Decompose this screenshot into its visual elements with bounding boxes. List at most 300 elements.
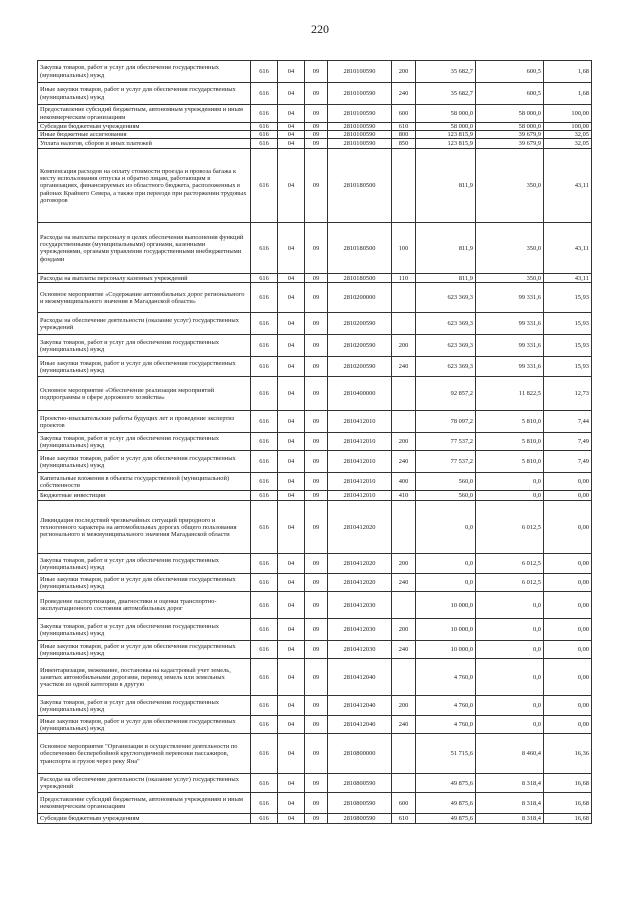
cell-csr: 2810100590 bbox=[328, 61, 392, 83]
cell-vr bbox=[392, 501, 416, 554]
cell-pr: 09 bbox=[305, 335, 328, 357]
cell-exec: 0,0 bbox=[476, 619, 544, 641]
table-row bbox=[38, 335, 592, 357]
cell-vr: 200 bbox=[392, 696, 416, 716]
cell-pr: 09 bbox=[305, 131, 328, 139]
budget-table bbox=[37, 60, 592, 824]
cell-name: Предоставление субсидий бюджетным, автономным учреждениям и иным некоммерческим организациям bbox=[38, 793, 251, 814]
cell-exec: 8 318,4 bbox=[476, 793, 544, 814]
cell-plan: 49 875,6 bbox=[416, 774, 476, 793]
cell-gr: 616 bbox=[251, 774, 278, 793]
cell-gr: 616 bbox=[251, 357, 278, 377]
cell-pct: 0,00 bbox=[544, 659, 592, 696]
cell-pr: 09 bbox=[305, 274, 328, 283]
cell-vr: 110 bbox=[392, 274, 416, 283]
cell-rz: 04 bbox=[278, 554, 305, 574]
cell-plan: 811,9 bbox=[416, 274, 476, 283]
cell-pr: 09 bbox=[305, 501, 328, 554]
cell-csr: 2810180500 bbox=[328, 149, 392, 223]
cell-plan: 92 857,2 bbox=[416, 377, 476, 411]
cell-name: Иные закупки товаров, работ и услуг для обеспечения государственных (муниципальных) нужд bbox=[38, 574, 251, 592]
cell-rz: 04 bbox=[278, 774, 305, 793]
table-row bbox=[38, 357, 592, 377]
table-row bbox=[38, 149, 592, 223]
cell-plan: 58 000,0 bbox=[416, 105, 476, 123]
cell-csr: 2810412020 bbox=[328, 501, 392, 554]
cell-pr: 09 bbox=[305, 619, 328, 641]
table-row bbox=[38, 283, 592, 313]
cell-csr: 2810200590 bbox=[328, 357, 392, 377]
cell-gr: 616 bbox=[251, 149, 278, 223]
cell-exec: 5 810,0 bbox=[476, 411, 544, 433]
cell-name: Иные закупки товаров, работ и услуг для обеспечения государственных (муниципальных) нужд bbox=[38, 83, 251, 105]
cell-name: Иные бюджетные ассигнования bbox=[38, 131, 251, 139]
cell-rz: 04 bbox=[278, 139, 305, 149]
cell-gr: 616 bbox=[251, 491, 278, 501]
cell-rz: 04 bbox=[278, 105, 305, 123]
cell-vr: 240 bbox=[392, 574, 416, 592]
table-row bbox=[38, 83, 592, 105]
cell-pct: 43,11 bbox=[544, 149, 592, 223]
cell-rz: 04 bbox=[278, 283, 305, 313]
cell-pr: 09 bbox=[305, 696, 328, 716]
cell-exec: 0,0 bbox=[476, 592, 544, 619]
page-number: 220 bbox=[311, 22, 329, 36]
cell-exec: 600,5 bbox=[476, 83, 544, 105]
cell-csr: 2810180500 bbox=[328, 274, 392, 283]
cell-gr: 616 bbox=[251, 61, 278, 83]
cell-name: Бюджетные инвестиции bbox=[38, 491, 251, 501]
cell-name: Закупка товаров, работ и услуг для обеспечения государственных (муниципальных) нужд bbox=[38, 61, 251, 83]
cell-exec: 0,0 bbox=[476, 473, 544, 491]
cell-gr: 616 bbox=[251, 501, 278, 554]
cell-rz: 04 bbox=[278, 451, 305, 473]
cell-plan: 560,0 bbox=[416, 491, 476, 501]
cell-name: Субсидии бюджетным учреждениям bbox=[38, 814, 251, 824]
cell-pr: 09 bbox=[305, 123, 328, 131]
table-row bbox=[38, 814, 592, 824]
cell-exec: 8 318,4 bbox=[476, 814, 544, 824]
cell-rz: 04 bbox=[278, 83, 305, 105]
table-row bbox=[38, 223, 592, 274]
cell-csr: 2810412040 bbox=[328, 696, 392, 716]
cell-plan: 623 369,3 bbox=[416, 313, 476, 335]
cell-exec: 5 810,0 bbox=[476, 451, 544, 473]
cell-name: Предоставление субсидий бюджетным, автономным учреждениям и иным некоммерческим организациям bbox=[38, 105, 251, 123]
cell-exec: 8 460,4 bbox=[476, 734, 544, 774]
cell-pr: 09 bbox=[305, 357, 328, 377]
cell-pr: 09 bbox=[305, 641, 328, 659]
cell-name: Иные закупки товаров, работ и услуг для обеспечения государственных (муниципальных) нужд bbox=[38, 716, 251, 734]
cell-vr bbox=[392, 411, 416, 433]
cell-pct: 1,68 bbox=[544, 61, 592, 83]
cell-pct: 0,00 bbox=[544, 473, 592, 491]
cell-csr: 2810100590 bbox=[328, 131, 392, 139]
cell-vr: 100 bbox=[392, 223, 416, 274]
cell-gr: 616 bbox=[251, 274, 278, 283]
cell-plan: 623 369,3 bbox=[416, 283, 476, 313]
cell-pct: 15,93 bbox=[544, 283, 592, 313]
cell-vr: 610 bbox=[392, 814, 416, 824]
cell-plan: 0,0 bbox=[416, 554, 476, 574]
cell-pct: 100,00 bbox=[544, 123, 592, 131]
cell-plan: 560,0 bbox=[416, 473, 476, 491]
table-row bbox=[38, 696, 592, 716]
cell-pr: 09 bbox=[305, 105, 328, 123]
cell-rz: 04 bbox=[278, 491, 305, 501]
cell-pr: 09 bbox=[305, 149, 328, 223]
cell-pct: 16,36 bbox=[544, 734, 592, 774]
cell-exec: 350,0 bbox=[476, 274, 544, 283]
cell-csr: 2810100590 bbox=[328, 105, 392, 123]
table-row bbox=[38, 131, 592, 139]
table-row bbox=[38, 451, 592, 473]
cell-pr: 09 bbox=[305, 574, 328, 592]
cell-exec: 600,5 bbox=[476, 61, 544, 83]
cell-pr: 09 bbox=[305, 793, 328, 814]
table-row bbox=[38, 411, 592, 433]
cell-rz: 04 bbox=[278, 814, 305, 824]
cell-exec: 39 679,9 bbox=[476, 131, 544, 139]
cell-name: Основное мероприятие «Обеспечение реализации мероприятий подпрограммы в сфере дорожного хозяйства» bbox=[38, 377, 251, 411]
cell-plan: 35 682,7 bbox=[416, 83, 476, 105]
cell-name: Иные закупки товаров, работ и услуг для обеспечения государственных (муниципальных) нужд bbox=[38, 451, 251, 473]
cell-exec: 58 000,0 bbox=[476, 105, 544, 123]
cell-pct: 43,11 bbox=[544, 274, 592, 283]
table-row bbox=[38, 554, 592, 574]
table-row bbox=[38, 774, 592, 793]
cell-name: Расходы на выплаты персоналу казенных учреждений bbox=[38, 274, 251, 283]
table-row bbox=[38, 491, 592, 501]
cell-rz: 04 bbox=[278, 716, 305, 734]
cell-pct: 0,00 bbox=[544, 574, 592, 592]
cell-pr: 09 bbox=[305, 473, 328, 491]
cell-pr: 09 bbox=[305, 411, 328, 433]
cell-pr: 09 bbox=[305, 377, 328, 411]
cell-name: Закупка товаров, работ и услуг для обеспечения государственных (муниципальных) нужд bbox=[38, 554, 251, 574]
cell-csr: 2810100590 bbox=[328, 139, 392, 149]
cell-vr: 200 bbox=[392, 61, 416, 83]
cell-rz: 04 bbox=[278, 659, 305, 696]
cell-rz: 04 bbox=[278, 619, 305, 641]
cell-vr bbox=[392, 313, 416, 335]
cell-csr: 2810412010 bbox=[328, 491, 392, 501]
cell-gr: 616 bbox=[251, 451, 278, 473]
cell-gr: 616 bbox=[251, 696, 278, 716]
table-row bbox=[38, 501, 592, 554]
cell-csr: 2810800590 bbox=[328, 814, 392, 824]
cell-exec: 6 012,5 bbox=[476, 554, 544, 574]
cell-name: Расходы на выплаты персоналу в целях обеспечения выполнения функций государственными (муниципальными) органами, казенными учреждениями, органами управления государственными внебюджетными фондами bbox=[38, 223, 251, 274]
cell-csr: 2810800590 bbox=[328, 774, 392, 793]
cell-plan: 77 537,2 bbox=[416, 451, 476, 473]
cell-pr: 09 bbox=[305, 814, 328, 824]
cell-exec: 0,0 bbox=[476, 491, 544, 501]
cell-csr: 2810100590 bbox=[328, 83, 392, 105]
table-row bbox=[38, 793, 592, 814]
cell-vr: 600 bbox=[392, 105, 416, 123]
cell-name: Ликвидация последствий чрезвычайных ситуаций природного и техногенного характера на автомобильных дорогах общего пользования регионального и межмуниципального значения Магаданской области bbox=[38, 501, 251, 554]
cell-pct: 1,68 bbox=[544, 83, 592, 105]
cell-gr: 616 bbox=[251, 641, 278, 659]
cell-plan: 123 815,9 bbox=[416, 139, 476, 149]
cell-plan: 10 000,0 bbox=[416, 592, 476, 619]
cell-name: Закупка товаров, работ и услуг для обеспечения государственных (муниципальных) нужд bbox=[38, 619, 251, 641]
table-row bbox=[38, 313, 592, 335]
cell-plan: 78 097,2 bbox=[416, 411, 476, 433]
cell-plan: 4 760,0 bbox=[416, 696, 476, 716]
cell-pr: 09 bbox=[305, 83, 328, 105]
cell-pr: 09 bbox=[305, 659, 328, 696]
cell-exec: 99 331,6 bbox=[476, 357, 544, 377]
cell-gr: 616 bbox=[251, 123, 278, 131]
cell-vr: 200 bbox=[392, 433, 416, 451]
cell-exec: 11 822,5 bbox=[476, 377, 544, 411]
cell-pct: 16,68 bbox=[544, 774, 592, 793]
cell-pct: 0,00 bbox=[544, 641, 592, 659]
cell-exec: 99 331,6 bbox=[476, 283, 544, 313]
table-row bbox=[38, 139, 592, 149]
cell-name: Субсидии бюджетным учреждениям bbox=[38, 123, 251, 131]
cell-name: Проведение паспортизации, диагностики и оценки транспортно-эксплуатационного состояния автомобильных дорог bbox=[38, 592, 251, 619]
cell-name: Иные закупки товаров, работ и услуг для обеспечения государственных (муниципальных) нужд bbox=[38, 357, 251, 377]
cell-pct: 0,00 bbox=[544, 501, 592, 554]
cell-plan: 49 875,6 bbox=[416, 793, 476, 814]
cell-vr bbox=[392, 283, 416, 313]
cell-plan: 623 369,3 bbox=[416, 357, 476, 377]
cell-exec: 350,0 bbox=[476, 149, 544, 223]
cell-csr: 2810412020 bbox=[328, 574, 392, 592]
cell-rz: 04 bbox=[278, 433, 305, 451]
cell-gr: 616 bbox=[251, 793, 278, 814]
cell-gr: 616 bbox=[251, 473, 278, 491]
cell-gr: 616 bbox=[251, 283, 278, 313]
cell-plan: 811,9 bbox=[416, 223, 476, 274]
cell-exec: 0,0 bbox=[476, 641, 544, 659]
cell-plan: 58 000,0 bbox=[416, 123, 476, 131]
cell-csr: 2810800590 bbox=[328, 793, 392, 814]
cell-plan: 4 760,0 bbox=[416, 716, 476, 734]
cell-pr: 09 bbox=[305, 61, 328, 83]
cell-name: Инвентаризация, межевание, постановка на кадастровый учет земель, занятых автомобильными дорогами, перевод земель или земельных участков из одной категории в другую bbox=[38, 659, 251, 696]
cell-plan: 0,0 bbox=[416, 501, 476, 554]
cell-csr: 2810400000 bbox=[328, 377, 392, 411]
cell-gr: 616 bbox=[251, 223, 278, 274]
cell-name: Иные закупки товаров, работ и услуг для обеспечения государственных (муниципальных) нужд bbox=[38, 641, 251, 659]
cell-vr: 610 bbox=[392, 123, 416, 131]
cell-pct: 32,05 bbox=[544, 139, 592, 149]
cell-csr: 2810412010 bbox=[328, 473, 392, 491]
cell-vr: 240 bbox=[392, 357, 416, 377]
cell-vr bbox=[392, 377, 416, 411]
cell-plan: 51 715,6 bbox=[416, 734, 476, 774]
cell-rz: 04 bbox=[278, 592, 305, 619]
cell-pr: 09 bbox=[305, 734, 328, 774]
cell-gr: 616 bbox=[251, 574, 278, 592]
table-row bbox=[38, 61, 592, 83]
cell-name: Компенсация расходов на оплату стоимости проезда и провоза багажа к месту использования отпуска и обратно лицам, работающим в организациях, финансируемых из областного бюджета, расположенных в районах Крайнего Севера, а также при переезде при расторжении трудовых договоров bbox=[38, 149, 251, 223]
cell-pct: 7,49 bbox=[544, 433, 592, 451]
cell-vr: 400 bbox=[392, 473, 416, 491]
cell-csr: 2810200590 bbox=[328, 313, 392, 335]
cell-rz: 04 bbox=[278, 123, 305, 131]
table-row bbox=[38, 433, 592, 451]
cell-exec: 0,0 bbox=[476, 659, 544, 696]
cell-pr: 09 bbox=[305, 433, 328, 451]
cell-csr: 2810412010 bbox=[328, 451, 392, 473]
cell-exec: 6 012,5 bbox=[476, 501, 544, 554]
cell-rz: 04 bbox=[278, 357, 305, 377]
cell-name: Капитальные вложения в объекты государственной (муниципальной) собственности bbox=[38, 473, 251, 491]
cell-name: Закупка товаров, работ и услуг для обеспечения государственных (муниципальных) нужд bbox=[38, 335, 251, 357]
cell-gr: 616 bbox=[251, 83, 278, 105]
cell-pr: 09 bbox=[305, 774, 328, 793]
table-row bbox=[38, 473, 592, 491]
cell-exec: 350,0 bbox=[476, 223, 544, 274]
cell-plan: 4 760,0 bbox=[416, 659, 476, 696]
cell-plan: 811,9 bbox=[416, 149, 476, 223]
cell-pct: 7,44 bbox=[544, 411, 592, 433]
cell-pct: 7,49 bbox=[544, 451, 592, 473]
cell-rz: 04 bbox=[278, 793, 305, 814]
cell-csr: 2810412030 bbox=[328, 641, 392, 659]
cell-csr: 2810800000 bbox=[328, 734, 392, 774]
cell-gr: 616 bbox=[251, 105, 278, 123]
cell-vr bbox=[392, 149, 416, 223]
cell-name: Расходы на обеспечение деятельности (оказание услуг) государственных учреждений bbox=[38, 774, 251, 793]
cell-pct: 15,93 bbox=[544, 335, 592, 357]
cell-plan: 49 875,6 bbox=[416, 814, 476, 824]
cell-plan: 123 815,9 bbox=[416, 131, 476, 139]
cell-vr bbox=[392, 659, 416, 696]
cell-exec: 0,0 bbox=[476, 716, 544, 734]
table-row bbox=[38, 734, 592, 774]
cell-vr: 240 bbox=[392, 716, 416, 734]
cell-gr: 616 bbox=[251, 716, 278, 734]
cell-rz: 04 bbox=[278, 61, 305, 83]
cell-pr: 09 bbox=[305, 716, 328, 734]
cell-pct: 15,93 bbox=[544, 357, 592, 377]
cell-pct: 12,73 bbox=[544, 377, 592, 411]
cell-rz: 04 bbox=[278, 641, 305, 659]
cell-csr: 2810412010 bbox=[328, 411, 392, 433]
cell-pct: 15,93 bbox=[544, 313, 592, 335]
cell-rz: 04 bbox=[278, 574, 305, 592]
cell-rz: 04 bbox=[278, 411, 305, 433]
cell-pct: 16,68 bbox=[544, 793, 592, 814]
cell-pct: 0,00 bbox=[544, 554, 592, 574]
cell-csr: 2810412030 bbox=[328, 619, 392, 641]
cell-plan: 10 000,0 bbox=[416, 619, 476, 641]
cell-csr: 2810412040 bbox=[328, 659, 392, 696]
cell-vr bbox=[392, 734, 416, 774]
cell-csr: 2810100590 bbox=[328, 123, 392, 131]
cell-vr: 200 bbox=[392, 619, 416, 641]
cell-exec: 6 012,5 bbox=[476, 574, 544, 592]
cell-exec: 39 679,9 bbox=[476, 139, 544, 149]
cell-vr: 200 bbox=[392, 554, 416, 574]
cell-vr: 240 bbox=[392, 83, 416, 105]
cell-pct: 0,00 bbox=[544, 716, 592, 734]
cell-vr: 240 bbox=[392, 451, 416, 473]
cell-pct: 43,11 bbox=[544, 223, 592, 274]
cell-name: Основное мероприятие «Содержание автомобильных дорог регионального и межмуниципального значения в Магаданской области» bbox=[38, 283, 251, 313]
cell-gr: 616 bbox=[251, 734, 278, 774]
cell-name: Основное мероприятие "Организация и осуществление деятельности по обеспечению бесперебойной круглогодичной перевозки пассажиров, транспорта и грузов через реку Яна" bbox=[38, 734, 251, 774]
cell-plan: 623 369,3 bbox=[416, 335, 476, 357]
cell-exec: 58 000,0 bbox=[476, 123, 544, 131]
cell-plan: 35 682,7 bbox=[416, 61, 476, 83]
table-row bbox=[38, 659, 592, 696]
cell-gr: 616 bbox=[251, 659, 278, 696]
cell-pr: 09 bbox=[305, 554, 328, 574]
table-row bbox=[38, 274, 592, 283]
cell-vr: 600 bbox=[392, 793, 416, 814]
cell-csr: 2810200590 bbox=[328, 335, 392, 357]
cell-pr: 09 bbox=[305, 491, 328, 501]
cell-vr bbox=[392, 592, 416, 619]
table-row bbox=[38, 641, 592, 659]
cell-rz: 04 bbox=[278, 377, 305, 411]
cell-pct: 32,05 bbox=[544, 131, 592, 139]
cell-gr: 616 bbox=[251, 433, 278, 451]
table-row bbox=[38, 574, 592, 592]
cell-exec: 99 331,6 bbox=[476, 313, 544, 335]
cell-exec: 5 810,0 bbox=[476, 433, 544, 451]
cell-vr: 240 bbox=[392, 641, 416, 659]
cell-rz: 04 bbox=[278, 223, 305, 274]
cell-rz: 04 bbox=[278, 501, 305, 554]
cell-rz: 04 bbox=[278, 131, 305, 139]
cell-pct: 100,00 bbox=[544, 105, 592, 123]
cell-rz: 04 bbox=[278, 335, 305, 357]
cell-gr: 616 bbox=[251, 313, 278, 335]
cell-rz: 04 bbox=[278, 313, 305, 335]
cell-pct: 0,00 bbox=[544, 696, 592, 716]
cell-rz: 04 bbox=[278, 274, 305, 283]
cell-name: Уплата налогов, сборов и иных платежей bbox=[38, 139, 251, 149]
cell-pct: 16,68 bbox=[544, 814, 592, 824]
cell-gr: 616 bbox=[251, 619, 278, 641]
cell-gr: 616 bbox=[251, 335, 278, 357]
cell-gr: 616 bbox=[251, 139, 278, 149]
cell-vr: 200 bbox=[392, 335, 416, 357]
cell-name: Расходы на обеспечение деятельности (оказание услуг) государственных учреждений bbox=[38, 313, 251, 335]
cell-csr: 2810412030 bbox=[328, 592, 392, 619]
cell-pr: 09 bbox=[305, 313, 328, 335]
cell-gr: 616 bbox=[251, 131, 278, 139]
cell-gr: 616 bbox=[251, 592, 278, 619]
cell-pr: 09 bbox=[305, 451, 328, 473]
cell-exec: 0,0 bbox=[476, 696, 544, 716]
cell-pr: 09 bbox=[305, 139, 328, 149]
cell-vr: 850 bbox=[392, 139, 416, 149]
cell-vr: 410 bbox=[392, 491, 416, 501]
table-row bbox=[38, 105, 592, 123]
cell-rz: 04 bbox=[278, 696, 305, 716]
cell-name: Закупка товаров, работ и услуг для обеспечения государственных (муниципальных) нужд bbox=[38, 433, 251, 451]
cell-pr: 09 bbox=[305, 592, 328, 619]
cell-pr: 09 bbox=[305, 283, 328, 313]
cell-name: Проектно-изыскательские работы будущих лет и проведение экспертиз проектов bbox=[38, 411, 251, 433]
cell-csr: 2810200000 bbox=[328, 283, 392, 313]
cell-csr: 2810180500 bbox=[328, 223, 392, 274]
table-row bbox=[38, 716, 592, 734]
table-row bbox=[38, 123, 592, 131]
cell-pct: 0,00 bbox=[544, 592, 592, 619]
cell-plan: 0,0 bbox=[416, 574, 476, 592]
cell-pct: 0,00 bbox=[544, 619, 592, 641]
